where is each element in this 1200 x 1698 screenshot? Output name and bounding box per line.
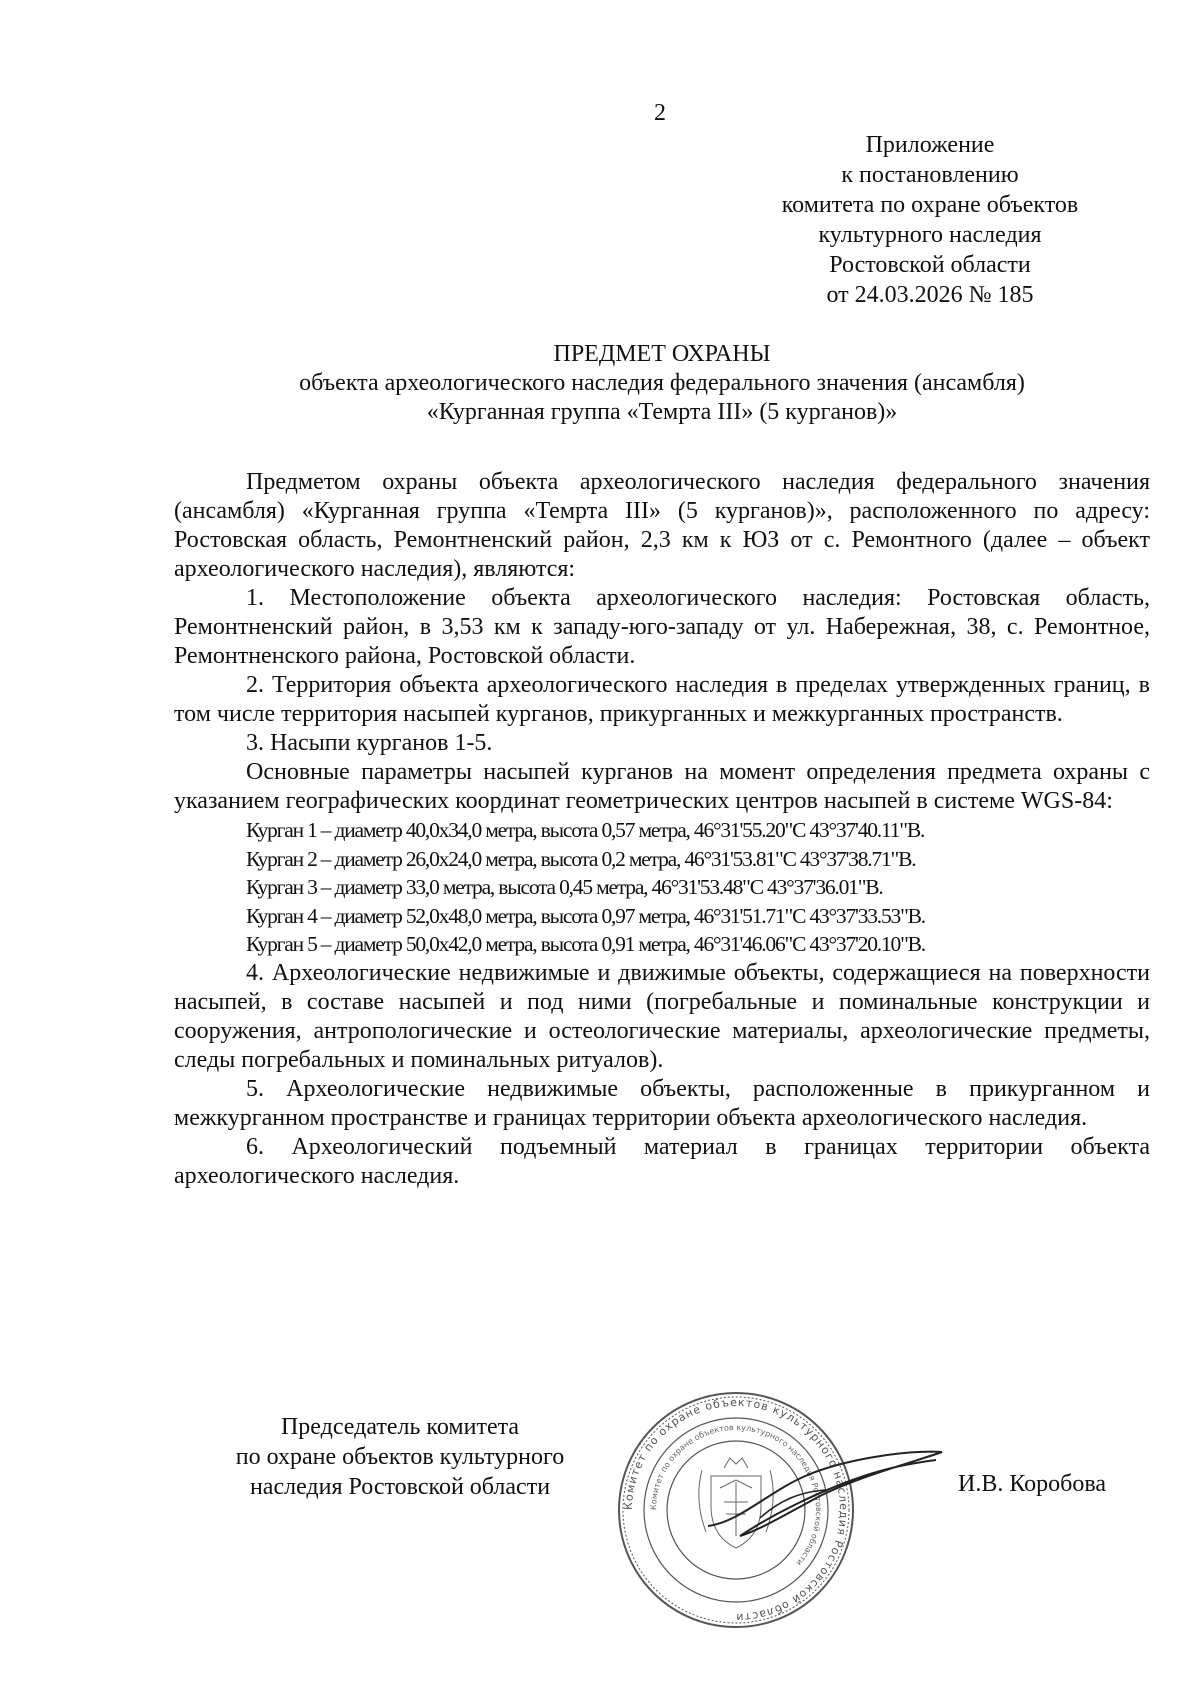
- seal-inner-textpath: Комитет по охране объектов культурного наследия Ростовской области: [648, 1422, 824, 1568]
- title-subtitle: «Курганная группа «Темрта III» (5 курганов)»: [426, 399, 898, 425]
- mound-item: Курган 1 – диаметр 40,0х34,0 метра, высота 0,57 метра, 46°31'55.20"С 43°37'40.11"В.: [246, 818, 925, 842]
- item-5-immovable: 5. Археологические недвижимые объекты, расположенные в прикурганном и межкурганном пространстве и границах территории объекта археологического наследия.: [174, 1075, 1150, 1131]
- signatory-position: [190, 1412, 610, 1502]
- position-line: наследия Ростовской области: [249, 1474, 551, 1500]
- item-3-mounds: 3. Насыпи курганов 1-5.: [246, 730, 493, 756]
- title-heading: ПРЕДМЕТ ОХРАНЫ: [553, 341, 771, 367]
- position-line: Председатель комитета: [280, 1414, 520, 1440]
- mound-item: Курган 5 – диаметр 50,0х42,0 метра, высота 0,91 метра, 46°31'46.06"С 43°37'20.10"В.: [246, 932, 925, 956]
- appendix-line: культурного наследия: [818, 222, 1042, 248]
- document-title: [174, 340, 1150, 427]
- item-1-location: 1. Местоположение объекта археологического наследия: Ростовская область, Ремонтненский район, в 3,53 км к западу-юго-западу от ул. Набережная, 38, с. Ремонтное, Ремонтненского района, Ростовской области.: [174, 585, 1150, 669]
- appendix-line: Приложение: [865, 132, 995, 158]
- seal-outer-textpath: Комитет по охране объектов культурного наследия Ростовской области: [621, 1395, 851, 1625]
- appendix-date-number: от 24.03.2026 № 185: [826, 282, 1034, 308]
- item-2-territory: 2. Территория объекта археологического наследия в пределах утвержденных границ, в том числе территория насыпей курганов, прикурганных и межкурганных пространств.: [174, 672, 1150, 727]
- intro-paragraph: Предметом охраны объекта археологического наследия федерального значения (ансамбля) «Курганная группа «Темрта III» (5 курганов)», расположенного по адресу: Ростовская область, Ремонтненский район, 2,3 км к ЮЗ от с. Ремонтного (далее – объект археологического наследия), являются:: [174, 469, 1150, 582]
- title-subtitle: объекта археологического наследия федерального значения (ансамбля): [299, 370, 1025, 396]
- appendix-line: к постановлению: [841, 162, 1019, 188]
- appendix-line: комитета по охране объектов: [781, 192, 1079, 218]
- appendix-line: Ростовской области: [829, 252, 1031, 278]
- item-4-objects: 4. Археологические недвижимые и движимые объекты, содержащиеся на поверхности насыпей, в составе насыпей и под ними (погребальные и поминальные конструкции и сооружения, антропологические и остеологические материалы, археологические предметы, следы погребальных и поминальных ритуалов).: [174, 959, 1150, 1073]
- mound-list: [174, 816, 1150, 959]
- page-number: 2: [654, 100, 666, 126]
- handwritten-signature: [700, 1430, 950, 1550]
- signer-name: И.В. Коробова: [958, 1471, 1107, 1497]
- mound-item: Курган 3 – диаметр 33,0 метра, высота 0,45 метра, 46°31'53.48"С 43°37'36.01"В.: [246, 875, 883, 899]
- item-6-surface-material: 6. Археологический подъемный материал в границах территории объекта археологического наследия.: [174, 1133, 1150, 1189]
- position-line: по охране объектов культурного: [235, 1444, 565, 1470]
- mound-item: Курган 2 – диаметр 26,0х24,0 метра, высота 0,2 метра, 46°31'53.81"С 43°37'38.71"В.: [246, 846, 916, 871]
- document-body: [174, 468, 1150, 1191]
- appendix-header: [740, 130, 1120, 310]
- params-intro: Основные параметры насыпей курганов на момент определения предмета охраны с указанием географических координат геометрических центров насыпей в системе WGS-84:: [174, 759, 1150, 814]
- mound-item: Курган 4 – диаметр 52,0х48,0 метра, высота 0,97 метра, 46°31'51.71"С 43°37'33.53"В.: [246, 903, 925, 928]
